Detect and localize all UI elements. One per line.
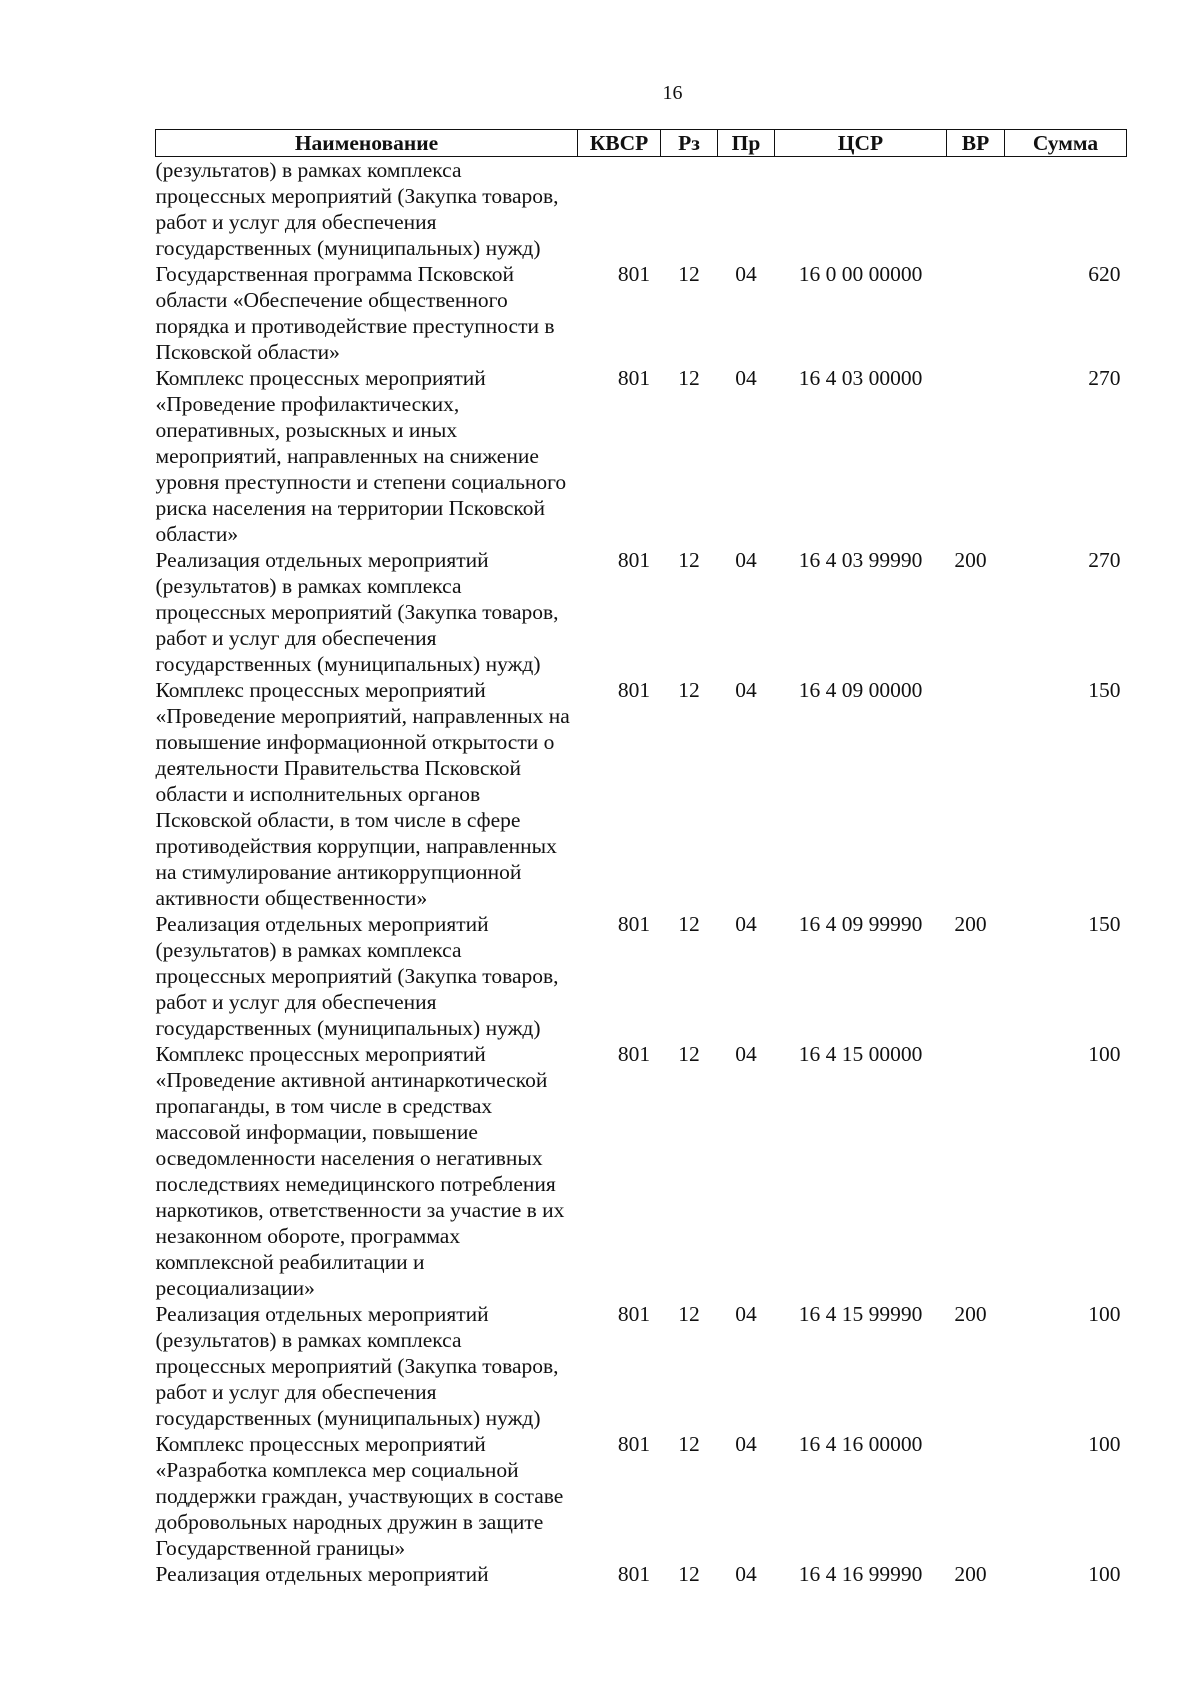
- row-vr: 200: [954, 1562, 987, 1586]
- row-sum: 100: [1088, 1042, 1121, 1066]
- header-rz: Рз: [661, 130, 718, 157]
- row-csr: 16 4 16 00000: [798, 1432, 923, 1456]
- table-row: [156, 547, 1127, 677]
- row-csr: [775, 157, 947, 262]
- row-pr: [718, 157, 775, 262]
- table-row: [156, 157, 1127, 262]
- header-kvsr: КВСР: [578, 130, 661, 157]
- row-sum: 100: [1088, 1562, 1121, 1586]
- row-pr: 04: [735, 912, 757, 936]
- row-name: Комплекс процессных мероприятий «Проведение активной антинаркотической пропаганды, в том числе в средствах массовой информации, повышение осведомленности населения о негативных последствиях немедицинского потребления наркотиков, ответственности за участие в их незаконном обороте, программах комплексной реабилитации и ресоциализации»: [155, 1042, 565, 1300]
- row-kvsr: 801: [617, 1042, 651, 1066]
- row-vr: [947, 365, 1005, 547]
- row-rz: 12: [678, 912, 700, 936]
- row-rz: 12: [678, 262, 700, 286]
- header-vr: ВР: [947, 130, 1005, 157]
- row-kvsr: 801: [617, 366, 651, 390]
- row-kvsr: 801: [617, 548, 651, 572]
- row-vr: [947, 677, 1005, 911]
- header-csr: ЦСР: [775, 130, 947, 157]
- table-row: [156, 911, 1127, 1041]
- header-sum: Сумма: [1005, 130, 1127, 157]
- row-vr: 200: [954, 1302, 987, 1326]
- row-rz: 12: [678, 1042, 700, 1066]
- row-kvsr: 801: [617, 678, 651, 702]
- budget-table: [155, 129, 1127, 1587]
- row-vr: [947, 1431, 1005, 1561]
- table-row: [156, 1431, 1127, 1561]
- row-pr: 04: [735, 1562, 757, 1586]
- row-kvsr: 801: [617, 912, 651, 936]
- row-rz: 12: [678, 678, 700, 702]
- row-rz: [661, 157, 718, 262]
- row-csr: 16 0 00 00000: [798, 262, 923, 286]
- row-rz: 12: [678, 366, 700, 390]
- row-name: Комплекс процессных мероприятий «Разработка комплекса мер социальной поддержки граждан, участвующих в составе добровольных народных дружин в защите Государственной границы»: [155, 1432, 564, 1560]
- row-sum: 100: [1088, 1302, 1121, 1326]
- row-sum: 620: [1088, 262, 1121, 286]
- row-kvsr: [578, 157, 661, 262]
- row-kvsr: 801: [617, 262, 651, 286]
- row-vr: 200: [954, 548, 987, 572]
- row-csr: 16 4 09 99990: [798, 912, 923, 936]
- row-rz: 12: [678, 1562, 700, 1586]
- row-name: Реализация отдельных мероприятий (результатов) в рамках комплекса процессных мероприятий (Закупка товаров, работ и услуг для обеспечения государственных (муниципальных) нужд): [155, 912, 559, 1040]
- row-rz: 12: [678, 548, 700, 572]
- row-vr: [947, 157, 1005, 262]
- row-csr: 16 4 09 00000: [798, 678, 923, 702]
- row-name: Комплекс процессных мероприятий «Проведение профилактических, оперативных, розыскных и иных мероприятий, направленных на снижение уровня преступности и степени социального риска населения на территории Псковской области»: [155, 366, 567, 546]
- row-csr: 16 4 15 99990: [798, 1302, 923, 1326]
- row-vr: [947, 261, 1005, 365]
- table-row: [156, 365, 1127, 547]
- row-rz: 12: [678, 1432, 700, 1456]
- row-pr: 04: [735, 678, 757, 702]
- page-number: 16: [662, 82, 683, 104]
- row-pr: 04: [735, 366, 757, 390]
- row-pr: 04: [735, 548, 757, 572]
- table-row: [156, 677, 1127, 911]
- header-pr: Пр: [718, 130, 775, 157]
- row-name: Реализация отдельных мероприятий (результатов) в рамках комплекса процессных мероприятий (Закупка товаров, работ и услуг для обеспечения государственных (муниципальных) нужд): [155, 548, 559, 676]
- row-pr: 04: [735, 1432, 757, 1456]
- row-kvsr: 801: [617, 1432, 651, 1456]
- row-sum: 100: [1088, 1432, 1121, 1456]
- row-vr: 200: [954, 912, 987, 936]
- table-row: [156, 1041, 1127, 1301]
- row-csr: 16 4 15 00000: [798, 1042, 923, 1066]
- row-csr: 16 4 03 99990: [798, 548, 923, 572]
- table-header-row: [156, 130, 1127, 157]
- row-pr: 04: [735, 262, 757, 286]
- row-vr: [947, 1041, 1005, 1301]
- row-sum: 150: [1088, 678, 1121, 702]
- row-csr: 16 4 16 99990: [798, 1562, 923, 1586]
- row-rz: 12: [678, 1302, 700, 1326]
- row-sum: 270: [1088, 548, 1121, 572]
- row-name: Реализация отдельных мероприятий: [155, 1562, 489, 1586]
- row-sum: 150: [1088, 912, 1121, 936]
- table-row: [156, 1561, 1127, 1587]
- row-csr: 16 4 03 00000: [798, 366, 923, 390]
- row-name: (результатов) в рамках комплекса процессных мероприятий (Закупка товаров, работ и услуг для обеспечения государственных (муниципальных) нужд): [155, 158, 559, 260]
- header-name: Наименование: [156, 130, 578, 157]
- row-name: Государственная программа Псковской области «Обеспечение общественного порядка и противодействие преступности в Псковской области»: [155, 262, 555, 364]
- row-sum: [1005, 157, 1127, 262]
- table-row: [156, 1301, 1127, 1431]
- table-row: [156, 261, 1127, 365]
- row-name: Комплекс процессных мероприятий «Проведение мероприятий, направленных на повышение информационной открытости о деятельности Правительства Псковской области и исполнительных органов Псковской области, в том числе в сфере противодействия коррупции, направленных на стимулирование антикоррупционной активности общественности»: [155, 678, 570, 910]
- row-sum: 270: [1088, 366, 1121, 390]
- row-kvsr: 801: [617, 1302, 651, 1326]
- row-pr: 04: [735, 1302, 757, 1326]
- row-name: Реализация отдельных мероприятий (результатов) в рамках комплекса процессных мероприятий (Закупка товаров, работ и услуг для обеспечения государственных (муниципальных) нужд): [155, 1302, 559, 1430]
- row-pr: 04: [735, 1042, 757, 1066]
- row-kvsr: 801: [617, 1562, 651, 1586]
